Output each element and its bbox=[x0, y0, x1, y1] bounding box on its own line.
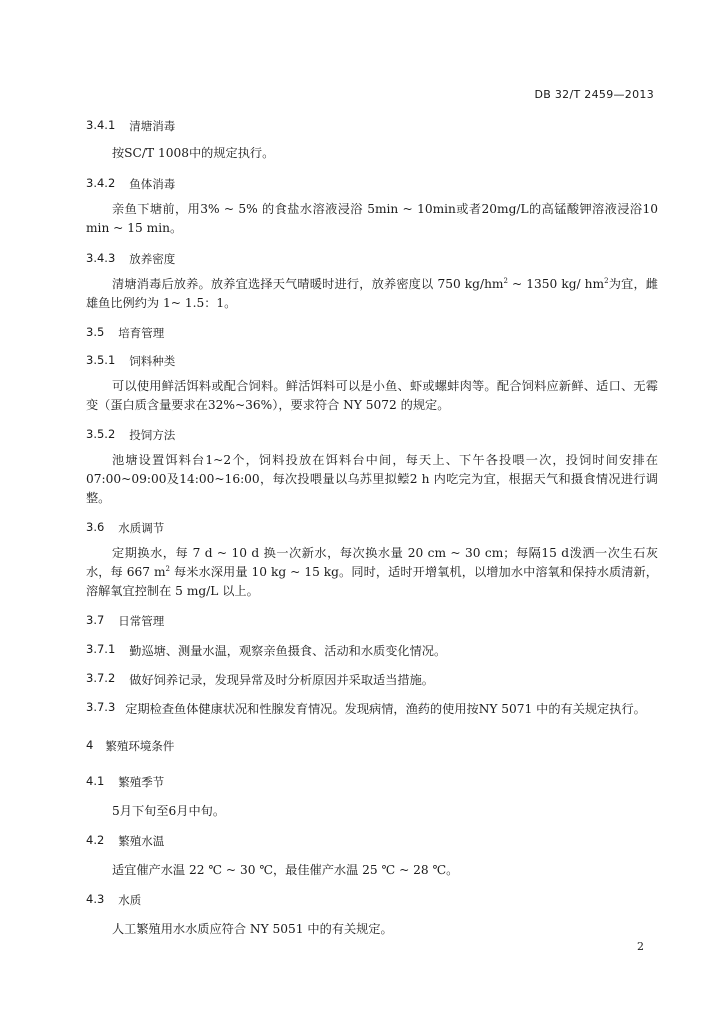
text-run: ~ 1350 kg/ hm bbox=[507, 277, 605, 291]
heading-title: 繁殖水温 bbox=[118, 834, 165, 848]
heading-4-2 bbox=[86, 833, 658, 849]
paragraph-3-5-1: 可以使用鲜活饵料或配合饲料。鲜活饵料可以是小鱼、虾或螺蚌肉等。配合饲料应新鲜、适口、无霉变（蛋白质含量要求在32%~36%），要求符合 NY 5072 的规定。 bbox=[86, 379, 658, 412]
paragraph-3-6 bbox=[86, 544, 658, 601]
text-run: 为宜，雌雄鱼比例约为 1~ 1.5：1。 bbox=[86, 277, 658, 310]
heading-4-3 bbox=[86, 892, 658, 908]
heading-title: 繁殖环境条件 bbox=[105, 739, 175, 753]
document-body bbox=[86, 118, 658, 939]
heading-3-6 bbox=[86, 520, 658, 536]
heading-3-5-2 bbox=[86, 427, 658, 443]
paragraph-4-1: 5月下旬至6月中旬。 bbox=[112, 804, 226, 818]
item-3-7-1 bbox=[86, 642, 658, 659]
heading-number: 3.6 bbox=[86, 520, 105, 534]
heading-4-1 bbox=[86, 774, 658, 790]
item-number: 3.7.3 bbox=[86, 700, 116, 714]
item-3-7-2 bbox=[86, 671, 658, 688]
paragraph-4-2: 适宜催产水温 22 ℃ ~ 30 ℃，最佳催产水温 25 ℃ ~ 28 ℃。 bbox=[112, 863, 459, 877]
heading-number: 3.4.1 bbox=[86, 118, 116, 132]
heading-title: 日常管理 bbox=[118, 614, 165, 628]
heading-title: 饲料种类 bbox=[129, 354, 176, 368]
item-text: 勤巡塘、测量水温，观察亲鱼摄食、活动和水质变化情况。 bbox=[129, 644, 447, 658]
heading-title: 繁殖季节 bbox=[118, 775, 165, 789]
heading-number: 4 bbox=[86, 738, 94, 752]
page-number: 2 bbox=[637, 940, 644, 953]
heading-number: 3.5.1 bbox=[86, 353, 116, 367]
heading-title: 放养密度 bbox=[129, 252, 176, 266]
item-text: 定期检查鱼体健康状况和性腺发育情况。发现病情，渔药的使用按NY 5071 中的有关规定执行。 bbox=[125, 702, 646, 716]
heading-3-4-1 bbox=[86, 118, 658, 134]
heading-number: 3.4.2 bbox=[86, 176, 116, 190]
heading-number: 3.5.2 bbox=[86, 427, 116, 441]
heading-3-4-2 bbox=[86, 176, 658, 192]
heading-3-5 bbox=[86, 325, 658, 341]
text-run: 清塘消毒后放养。放养宜选择天气晴暖时进行，放养密度以 750 kg/hm bbox=[112, 277, 504, 291]
item-text: 做好饲养记录，发现异常及时分析原因并采取适当措施。 bbox=[129, 673, 434, 687]
heading-number: 3.7 bbox=[86, 613, 105, 627]
paragraph-3-4-2: 亲鱼下塘前，用3% ~ 5% 的食盐水溶液浸浴 5min ~ 10min或者20mg/L的高锰酸钾溶液浸浴10 min ~ 15 min。 bbox=[86, 202, 658, 235]
document-code: DB 32/T 2459—2013 bbox=[534, 88, 654, 101]
paragraph-3-5-2: 池塘设置饵料台1~2个，饲料投放在饵料台中间，每天上、下午各投喂一次，投饲时间安排在07:00~09:00及14:00~16:00，每次投喂量以乌苏里拟鲿2 h 内吃完为宜，根据天气和摄食情况进行调整。 bbox=[86, 453, 658, 505]
heading-number: 4.2 bbox=[86, 833, 105, 847]
text-run: 定期换水，每 7 d ~ 10 d 换一次新水，每次换水量 20 cm ~ 30 cm；每隔15 d泼洒一次生石灰水，每 667 m bbox=[86, 546, 658, 579]
heading-4 bbox=[86, 738, 658, 754]
superscript: 2 bbox=[604, 276, 609, 285]
heading-title: 清塘消毒 bbox=[129, 119, 176, 133]
heading-number: 3.5 bbox=[86, 325, 105, 339]
paragraph-4-3: 人工繁殖用水水质应符合 NY 5051 中的有关规定。 bbox=[112, 922, 393, 936]
heading-3-5-1 bbox=[86, 353, 658, 369]
heading-3-4-3 bbox=[86, 251, 658, 267]
heading-3-7 bbox=[86, 613, 658, 629]
heading-title: 鱼体消毒 bbox=[129, 177, 176, 191]
paragraph-3-4-1: 按SC/T 1008中的规定执行。 bbox=[112, 146, 275, 160]
superscript: 2 bbox=[503, 276, 508, 285]
item-number: 3.7.1 bbox=[86, 642, 116, 656]
heading-title: 培育管理 bbox=[118, 326, 165, 340]
superscript: 2 bbox=[165, 564, 171, 573]
heading-number: 4.3 bbox=[86, 892, 105, 906]
text-run: 每米水深用量 10 kg ~ 15 kg。同时，适时开增氧机，以增加水中溶氧和保持水质清新，溶解氧宜控制在 5 mg/L 以上。 bbox=[86, 565, 658, 598]
item-number: 3.7.2 bbox=[86, 671, 116, 685]
paragraph-3-4-3 bbox=[86, 275, 658, 313]
heading-number: 4.1 bbox=[86, 774, 105, 788]
item-3-7-3 bbox=[86, 700, 658, 717]
heading-title: 水质调节 bbox=[118, 521, 165, 535]
heading-number: 3.4.3 bbox=[86, 251, 116, 265]
heading-title: 水质 bbox=[118, 893, 142, 907]
heading-title: 投饲方法 bbox=[129, 428, 176, 442]
